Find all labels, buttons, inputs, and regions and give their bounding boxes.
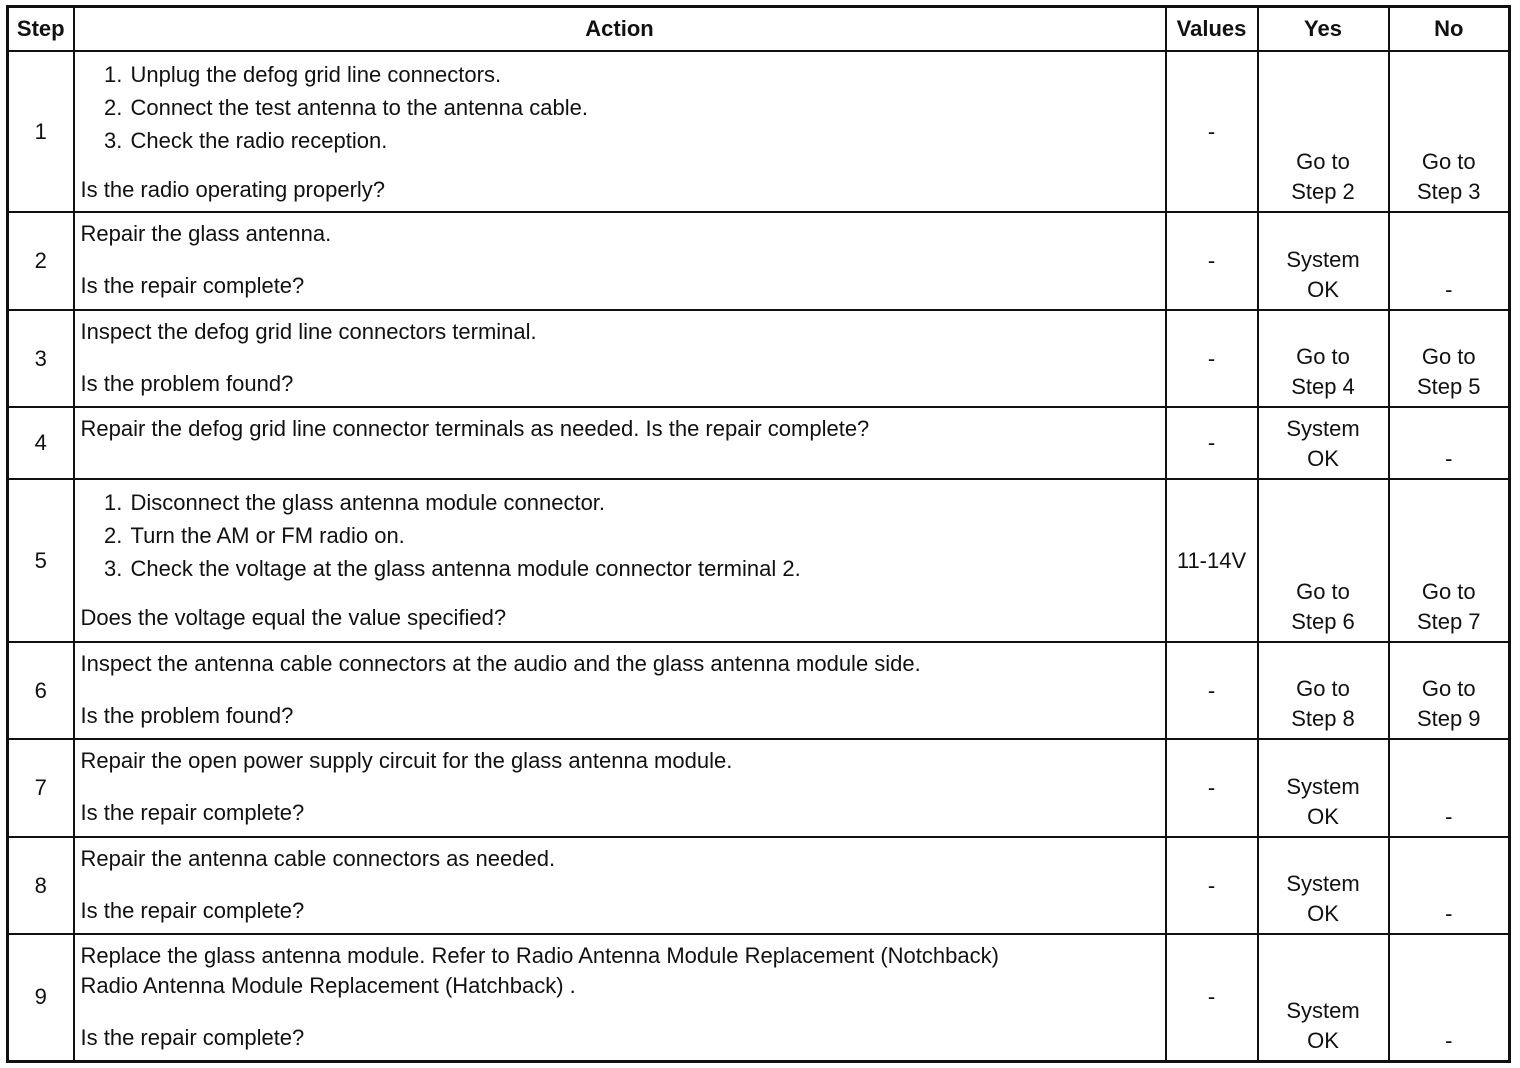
step-number: 4	[8, 407, 74, 479]
action-text: Replace the glass antenna module. Refer to Radio Antenna Module Replacement (Notchback)	[80, 943, 999, 968]
action-cell	[74, 479, 1166, 642]
yes-text: System	[1286, 416, 1360, 441]
action-step-item: 3. Check the radio reception.	[129, 124, 1159, 157]
values-cell: -	[1166, 212, 1258, 310]
no-text: -	[1445, 1027, 1453, 1053]
values-cell: -	[1166, 642, 1258, 739]
table-row	[8, 407, 1510, 479]
yes-text: Step 2	[1291, 179, 1355, 204]
yes-text: Step 6	[1291, 609, 1355, 634]
values-cell: -	[1166, 934, 1258, 1061]
values-cell: -	[1166, 310, 1258, 407]
yes-text: System	[1286, 247, 1360, 272]
yes-text: Go to	[1296, 676, 1350, 701]
no-text: Go to	[1421, 149, 1476, 174]
action-question: Is the radio operating properly?	[80, 177, 386, 202]
action-text: Radio Antenna Module Replacement (Hatchback) .	[80, 973, 576, 998]
table-row	[8, 479, 1510, 642]
step-number: 2	[8, 212, 74, 310]
action-cell	[74, 212, 1166, 310]
no-cell	[1389, 51, 1510, 212]
no-cell	[1389, 310, 1510, 407]
action-cell	[74, 934, 1166, 1061]
table-row	[8, 51, 1510, 212]
action-text: Inspect the defog grid line connectors terminal.	[80, 319, 537, 344]
action-text: Repair the open power supply circuit for the glass antenna module.	[80, 748, 733, 773]
action-text: Repair the antenna cable connectors as needed.	[80, 846, 556, 871]
action-cell	[74, 837, 1166, 934]
step-number: 3	[8, 310, 74, 407]
action-question: Is the repair complete?	[80, 898, 305, 923]
action-question: Is the problem found?	[80, 371, 294, 396]
action-step-item: 2. Connect the test antenna to the antenna cable.	[129, 91, 1159, 124]
action-cell	[74, 739, 1166, 837]
yes-text: Step 4	[1291, 374, 1355, 399]
no-cell	[1389, 837, 1510, 934]
action-cell	[74, 51, 1166, 212]
step-number: 6	[8, 642, 74, 739]
header-no: No	[1389, 7, 1510, 52]
step-number: 5	[8, 479, 74, 642]
yes-text: Go to	[1296, 344, 1350, 369]
action-step-item: 1. Disconnect the glass antenna module connector.	[129, 486, 1159, 519]
action-text: Repair the glass antenna.	[80, 221, 332, 246]
yes-text: OK	[1307, 1027, 1339, 1053]
no-text: -	[1445, 901, 1453, 926]
yes-cell	[1258, 739, 1389, 837]
action-text: Inspect the antenna cable connectors at the audio and the glass antenna module side.	[80, 651, 921, 676]
values-cell: -	[1166, 837, 1258, 934]
no-text: -	[1445, 446, 1453, 471]
no-cell	[1389, 642, 1510, 739]
yes-cell	[1258, 310, 1389, 407]
action-cell	[74, 642, 1166, 739]
spacer	[81, 347, 1159, 369]
no-text: -	[1445, 277, 1453, 302]
no-cell	[1389, 934, 1510, 1061]
values-cell: -	[1166, 407, 1258, 479]
yes-cell	[1258, 934, 1389, 1061]
yes-text: OK	[1307, 446, 1339, 471]
yes-text: System	[1286, 774, 1360, 799]
no-text: Go to	[1421, 579, 1476, 604]
action-steps-list	[81, 58, 1159, 157]
diagnostic-table	[6, 5, 1511, 1063]
header-row	[8, 7, 1510, 52]
values-cell: -	[1166, 739, 1258, 837]
yes-text: Go to	[1296, 579, 1350, 604]
action-question: Is the repair complete?	[80, 800, 305, 825]
action-question: Is the repair complete?	[80, 273, 305, 298]
step-number: 7	[8, 739, 74, 837]
table-row	[8, 642, 1510, 739]
yes-text: System	[1286, 997, 1360, 1023]
no-cell	[1389, 739, 1510, 837]
yes-cell	[1258, 407, 1389, 479]
action-step-item: 3. Check the voltage at the glass antenna module connector terminal 2.	[129, 552, 1159, 585]
spacer	[81, 585, 1159, 603]
no-text: Step 9	[1416, 706, 1481, 731]
spacer	[81, 249, 1159, 271]
spacer	[81, 157, 1159, 175]
action-step-item: 1. Unplug the defog grid line connectors.	[129, 58, 1159, 91]
table-row	[8, 934, 1510, 1061]
header-action: Action	[74, 7, 1166, 52]
step-number: 1	[8, 51, 74, 212]
table-row	[8, 212, 1510, 310]
action-cell	[74, 407, 1166, 479]
no-text: Step 5	[1416, 374, 1481, 399]
step-number: 8	[8, 837, 74, 934]
action-text: Repair the defog grid line connector terminals as needed. Is the repair complete?	[80, 416, 870, 441]
spacer	[81, 874, 1159, 896]
spacer	[81, 776, 1159, 798]
spacer	[81, 679, 1159, 701]
no-cell	[1389, 407, 1510, 479]
action-question: Is the repair complete?	[80, 1025, 305, 1050]
yes-text: OK	[1307, 804, 1339, 829]
yes-cell	[1258, 837, 1389, 934]
table-row	[8, 837, 1510, 934]
yes-text: System	[1286, 871, 1360, 896]
yes-text: OK	[1307, 277, 1339, 302]
values-cell: -	[1166, 51, 1258, 212]
no-cell	[1389, 479, 1510, 642]
yes-text: Step 8	[1291, 706, 1355, 731]
yes-cell	[1258, 642, 1389, 739]
no-text: Step 7	[1416, 609, 1481, 634]
header-values: Values	[1166, 7, 1258, 52]
yes-text: OK	[1307, 901, 1339, 926]
yes-cell	[1258, 51, 1389, 212]
action-steps-list	[81, 486, 1159, 585]
action-question: Is the problem found?	[80, 703, 294, 728]
values-cell: 11-14V	[1166, 479, 1258, 642]
yes-text: Go to	[1296, 149, 1350, 174]
header-yes: Yes	[1258, 7, 1389, 52]
no-text: Step 3	[1416, 179, 1481, 204]
action-step-item: 2. Turn the AM or FM radio on.	[129, 519, 1159, 552]
action-question: Does the voltage equal the value specified?	[80, 605, 507, 630]
no-text: Go to	[1421, 344, 1476, 369]
table-row	[8, 310, 1510, 407]
yes-cell	[1258, 479, 1389, 642]
table-body	[8, 51, 1510, 1061]
yes-cell	[1258, 212, 1389, 310]
no-text: Go to	[1421, 676, 1476, 701]
step-number: 9	[8, 934, 74, 1061]
no-cell	[1389, 212, 1510, 310]
header-step: Step	[8, 7, 74, 52]
spacer	[81, 1001, 1159, 1023]
action-cell	[74, 310, 1166, 407]
table-row	[8, 739, 1510, 837]
no-text: -	[1445, 804, 1453, 829]
